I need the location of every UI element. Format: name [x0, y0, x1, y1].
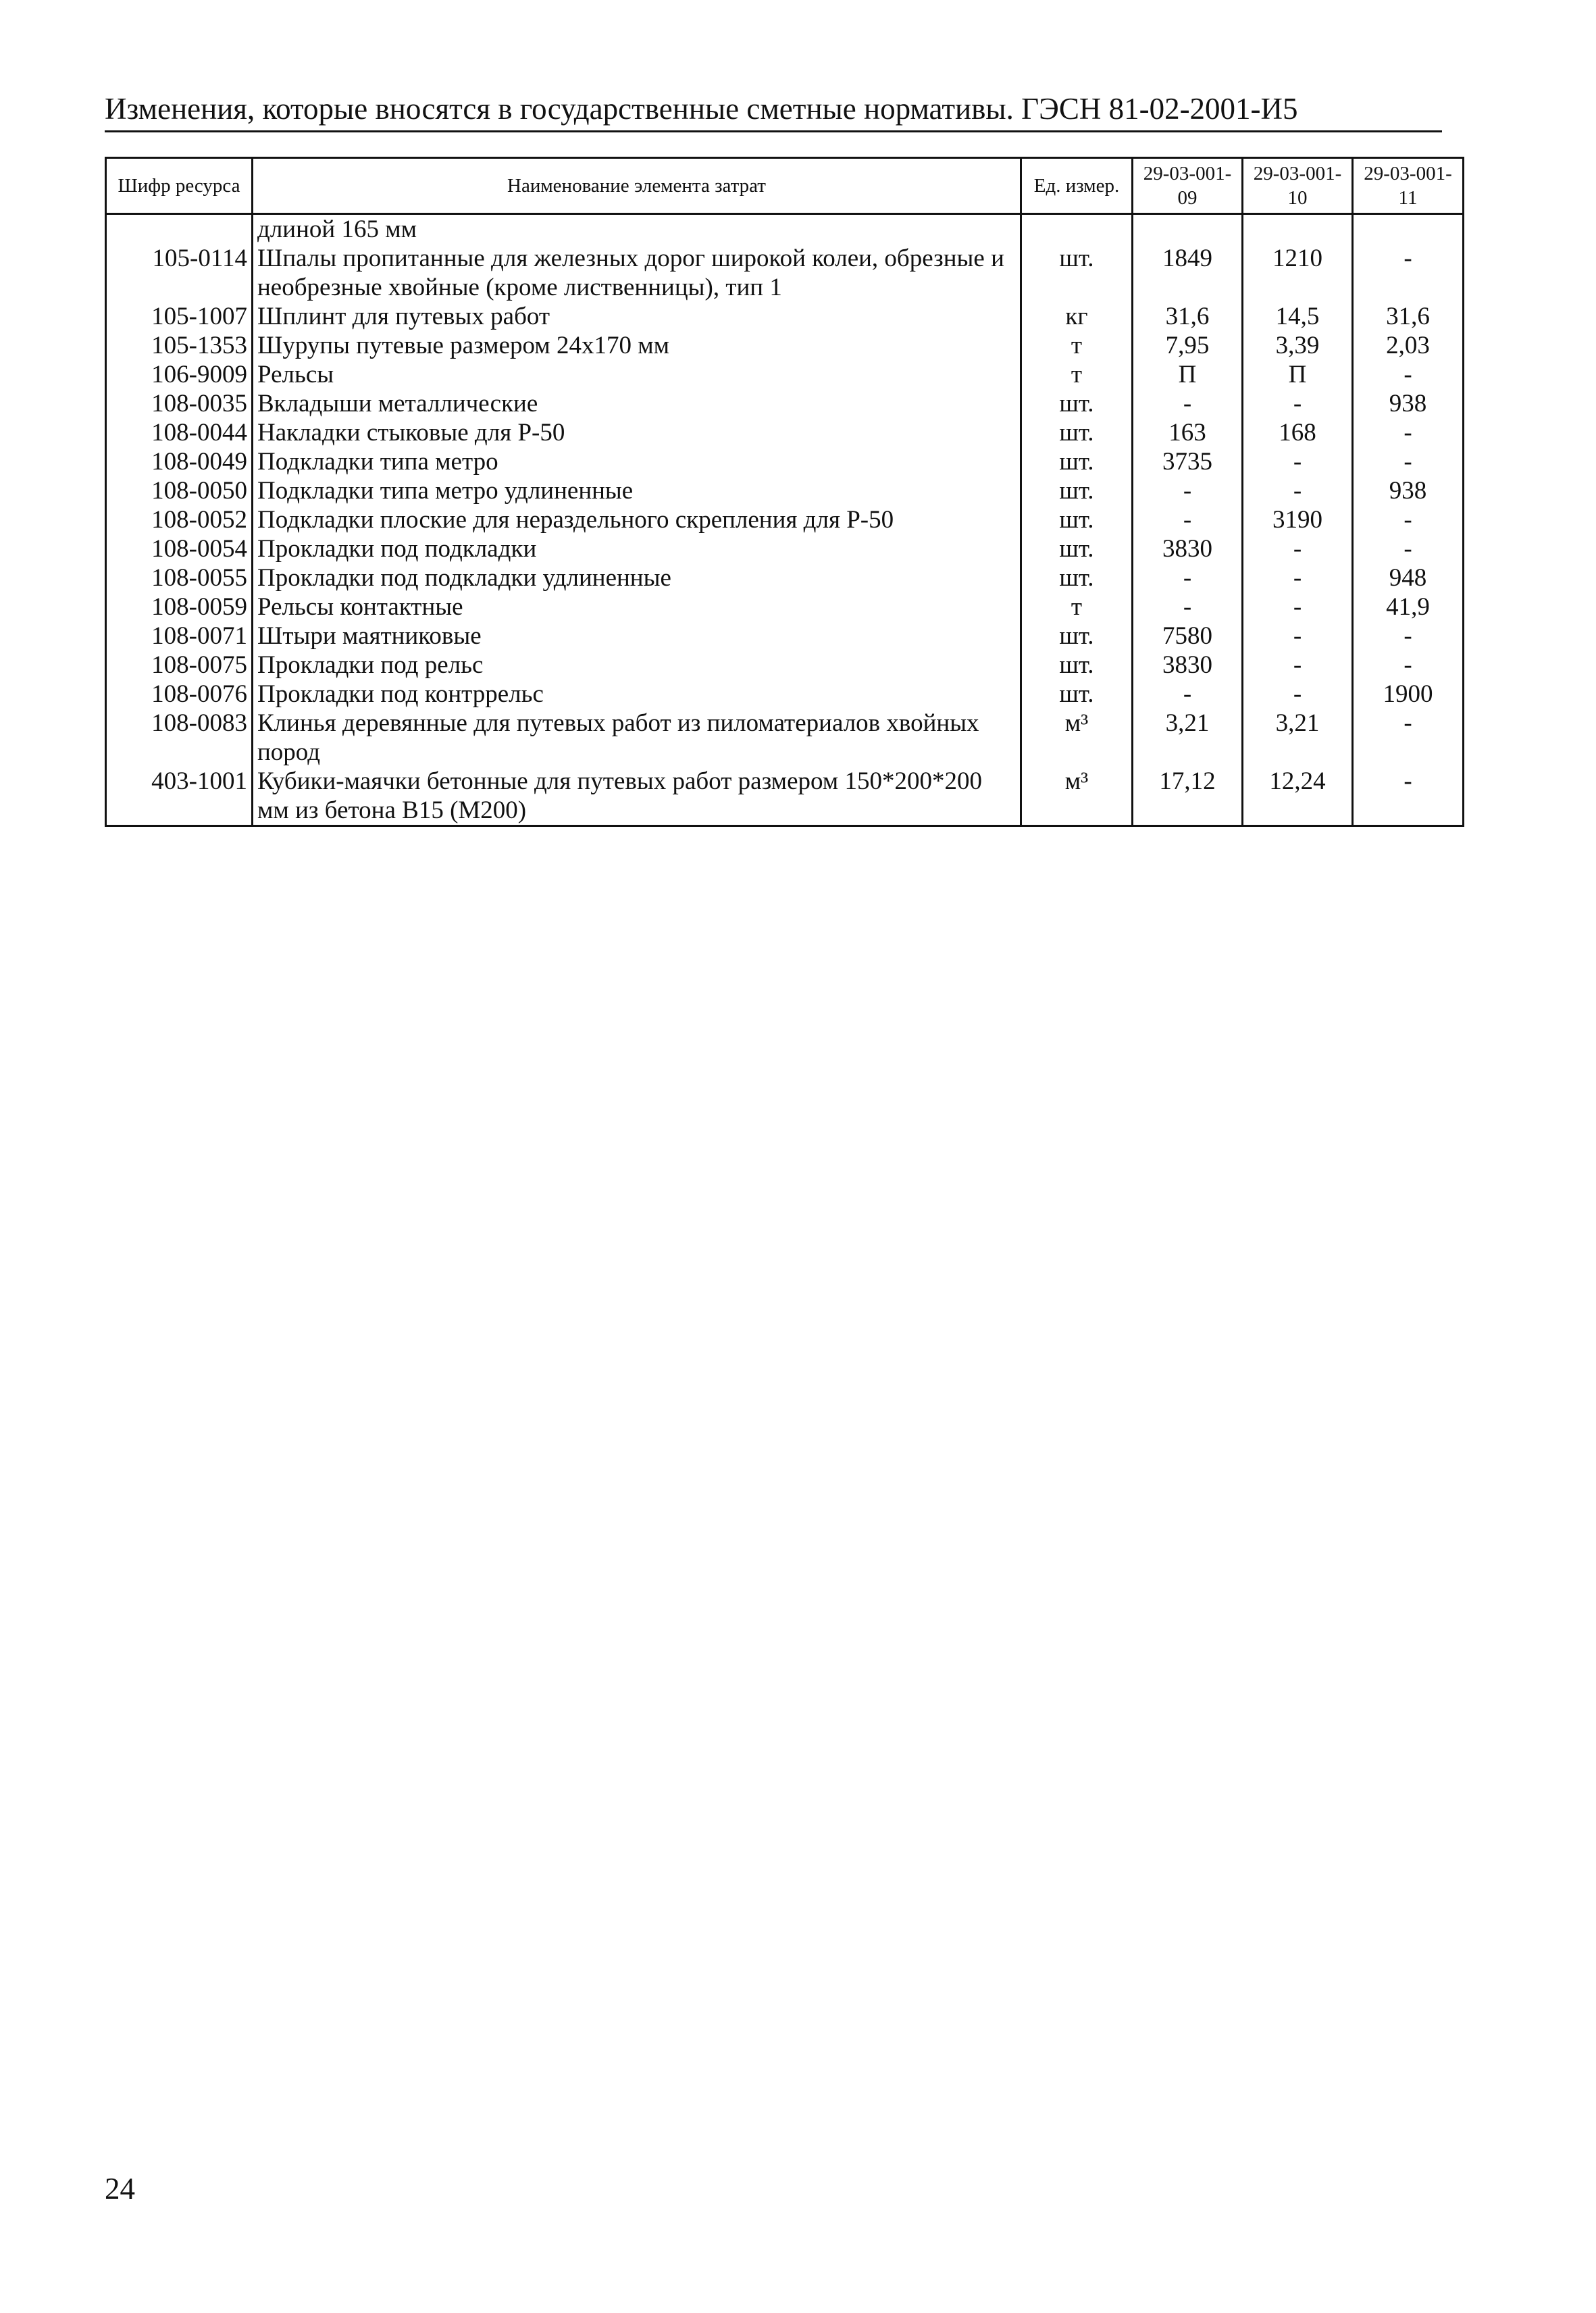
page-number: 24 [105, 2172, 135, 2206]
cell-unit: шт. [1021, 244, 1133, 302]
cell-29-03-001-11: 938 [1353, 389, 1464, 418]
cell-29-03-001-09: 163 [1133, 418, 1243, 447]
cell-29-03-001-10: 3190 [1243, 505, 1353, 534]
cell-29-03-001-10: 168 [1243, 418, 1353, 447]
cell-name: Прокладки под подкладки [253, 534, 1021, 563]
cell-name: Рельсы контактные [253, 592, 1021, 621]
cell-code [106, 214, 253, 245]
cell-29-03-001-09: 17,12 [1133, 767, 1243, 826]
cell-29-03-001-11: - [1353, 505, 1464, 534]
cell-29-03-001-09: - [1133, 592, 1243, 621]
cell-name: Прокладки под контррельс [253, 680, 1021, 709]
column-header-29-03-001-10: 29-03-001-10 [1243, 158, 1353, 214]
cell-code: 108-0044 [106, 418, 253, 447]
cell-unit: шт. [1021, 418, 1133, 447]
cell-code: 403-1001 [106, 767, 253, 826]
column-header-code: Шифр ресурса [106, 158, 253, 214]
cell-29-03-001-11: 1900 [1353, 680, 1464, 709]
cell-29-03-001-09: 3735 [1133, 447, 1243, 476]
table-row [106, 418, 1464, 447]
cell-29-03-001-10 [1243, 214, 1353, 245]
cell-unit: шт. [1021, 621, 1133, 651]
cell-code: 108-0050 [106, 476, 253, 505]
cell-unit: шт. [1021, 534, 1133, 563]
document-header: Изменения, которые вносятся в государственные сметные нормативы. ГЭСН 81-02-2001-И5 [105, 90, 1442, 132]
cell-unit: т [1021, 592, 1133, 621]
table-row [106, 563, 1464, 592]
cell-29-03-001-10: 12,24 [1243, 767, 1353, 826]
cell-29-03-001-09: - [1133, 505, 1243, 534]
cell-unit: м³ [1021, 767, 1133, 826]
cell-name: Шплинт для путевых работ [253, 302, 1021, 331]
cell-unit: шт. [1021, 651, 1133, 680]
cell-code: 108-0035 [106, 389, 253, 418]
cell-name: Шурупы путевые размером 24х170 мм [253, 331, 1021, 360]
table-row [106, 214, 1464, 245]
cell-29-03-001-11: - [1353, 244, 1464, 302]
cell-29-03-001-10: - [1243, 389, 1353, 418]
cell-code: 108-0075 [106, 651, 253, 680]
cell-29-03-001-09: 31,6 [1133, 302, 1243, 331]
resource-table [105, 157, 1464, 827]
table-row [106, 709, 1464, 767]
cell-29-03-001-09: 7580 [1133, 621, 1243, 651]
cell-29-03-001-11: 31,6 [1353, 302, 1464, 331]
cell-unit: шт. [1021, 389, 1133, 418]
cell-29-03-001-10: 14,5 [1243, 302, 1353, 331]
table-row [106, 651, 1464, 680]
cell-29-03-001-11: - [1353, 447, 1464, 476]
table-row [106, 331, 1464, 360]
cell-29-03-001-10: - [1243, 476, 1353, 505]
cell-29-03-001-10: - [1243, 563, 1353, 592]
cell-29-03-001-10: - [1243, 447, 1353, 476]
cell-29-03-001-09: - [1133, 563, 1243, 592]
table-row [106, 505, 1464, 534]
cell-code: 105-1007 [106, 302, 253, 331]
cell-29-03-001-11: 2,03 [1353, 331, 1464, 360]
cell-29-03-001-10: - [1243, 621, 1353, 651]
cell-29-03-001-09: 7,95 [1133, 331, 1243, 360]
cell-29-03-001-09: - [1133, 680, 1243, 709]
cell-code: 108-0055 [106, 563, 253, 592]
column-header-name: Наименование элемента затрат [253, 158, 1021, 214]
table-row [106, 680, 1464, 709]
table-header-row [106, 158, 1464, 214]
cell-unit: шт. [1021, 563, 1133, 592]
cell-unit: шт. [1021, 447, 1133, 476]
cell-code: 108-0052 [106, 505, 253, 534]
cell-29-03-001-11: 41,9 [1353, 592, 1464, 621]
cell-29-03-001-09: - [1133, 389, 1243, 418]
cell-29-03-001-10: 1210 [1243, 244, 1353, 302]
column-header-29-03-001-09: 29-03-001-09 [1133, 158, 1243, 214]
cell-29-03-001-09: П [1133, 360, 1243, 389]
cell-unit: т [1021, 360, 1133, 389]
cell-unit: шт. [1021, 476, 1133, 505]
cell-name: Подкладки типа метро [253, 447, 1021, 476]
cell-29-03-001-10: - [1243, 592, 1353, 621]
cell-name: Рельсы [253, 360, 1021, 389]
cell-29-03-001-09: 3,21 [1133, 709, 1243, 767]
cell-29-03-001-09: 1849 [1133, 244, 1243, 302]
cell-29-03-001-11: - [1353, 709, 1464, 767]
cell-unit [1021, 214, 1133, 245]
cell-name: Подкладки плоские для нераздельного скрепления для Р-50 [253, 505, 1021, 534]
table-row [106, 592, 1464, 621]
cell-29-03-001-10: - [1243, 534, 1353, 563]
table-row [106, 534, 1464, 563]
cell-unit: шт. [1021, 505, 1133, 534]
cell-29-03-001-11: - [1353, 418, 1464, 447]
cell-29-03-001-09: 3830 [1133, 651, 1243, 680]
cell-name: Подкладки типа метро удлиненные [253, 476, 1021, 505]
table-row [106, 389, 1464, 418]
cell-code: 108-0083 [106, 709, 253, 767]
cell-29-03-001-11: 938 [1353, 476, 1464, 505]
cell-name: Прокладки под подкладки удлиненные [253, 563, 1021, 592]
cell-code: 105-0114 [106, 244, 253, 302]
cell-unit: шт. [1021, 680, 1133, 709]
cell-name: Кубики-маячки бетонные для путевых работ размером 150*200*200 мм из бетона В15 (М200) [253, 767, 1021, 826]
cell-name: Накладки стыковые для Р-50 [253, 418, 1021, 447]
column-header-unit: Ед. измер. [1021, 158, 1133, 214]
cell-name: Вкладыши металлические [253, 389, 1021, 418]
cell-code: 108-0054 [106, 534, 253, 563]
cell-29-03-001-10: - [1243, 651, 1353, 680]
cell-unit: т [1021, 331, 1133, 360]
cell-code: 106-9009 [106, 360, 253, 389]
table-row [106, 360, 1464, 389]
cell-code: 108-0076 [106, 680, 253, 709]
cell-name: Штыри маятниковые [253, 621, 1021, 651]
cell-unit: м³ [1021, 709, 1133, 767]
table-row [106, 244, 1464, 302]
cell-code: 108-0059 [106, 592, 253, 621]
cell-name: Прокладки под рельс [253, 651, 1021, 680]
column-header-29-03-001-11: 29-03-001-11 [1353, 158, 1464, 214]
cell-29-03-001-11: - [1353, 767, 1464, 826]
cell-name: Шпалы пропитанные для железных дорог широкой колеи, обрезные и необрезные хвойные (кроме лиственницы), тип 1 [253, 244, 1021, 302]
cell-code: 108-0049 [106, 447, 253, 476]
table-row [106, 476, 1464, 505]
cell-name: Клинья деревянные для путевых работ из пиломатериалов хвойных пород [253, 709, 1021, 767]
cell-29-03-001-10: 3,21 [1243, 709, 1353, 767]
cell-29-03-001-09: 3830 [1133, 534, 1243, 563]
cell-29-03-001-11: - [1353, 651, 1464, 680]
cell-29-03-001-09 [1133, 214, 1243, 245]
cell-29-03-001-10: 3,39 [1243, 331, 1353, 360]
cell-29-03-001-11 [1353, 214, 1464, 245]
cell-unit: кг [1021, 302, 1133, 331]
cell-29-03-001-11: 948 [1353, 563, 1464, 592]
table-row [106, 767, 1464, 826]
table-row [106, 621, 1464, 651]
cell-29-03-001-11: - [1353, 534, 1464, 563]
cell-29-03-001-09: - [1133, 476, 1243, 505]
table-row [106, 447, 1464, 476]
cell-code: 108-0071 [106, 621, 253, 651]
cell-29-03-001-11: - [1353, 621, 1464, 651]
cell-code: 105-1353 [106, 331, 253, 360]
cell-29-03-001-10: - [1243, 680, 1353, 709]
table-row [106, 302, 1464, 331]
cell-29-03-001-10: П [1243, 360, 1353, 389]
cell-name: длиной 165 мм [253, 214, 1021, 245]
table-body [106, 214, 1464, 826]
cell-29-03-001-11: - [1353, 360, 1464, 389]
